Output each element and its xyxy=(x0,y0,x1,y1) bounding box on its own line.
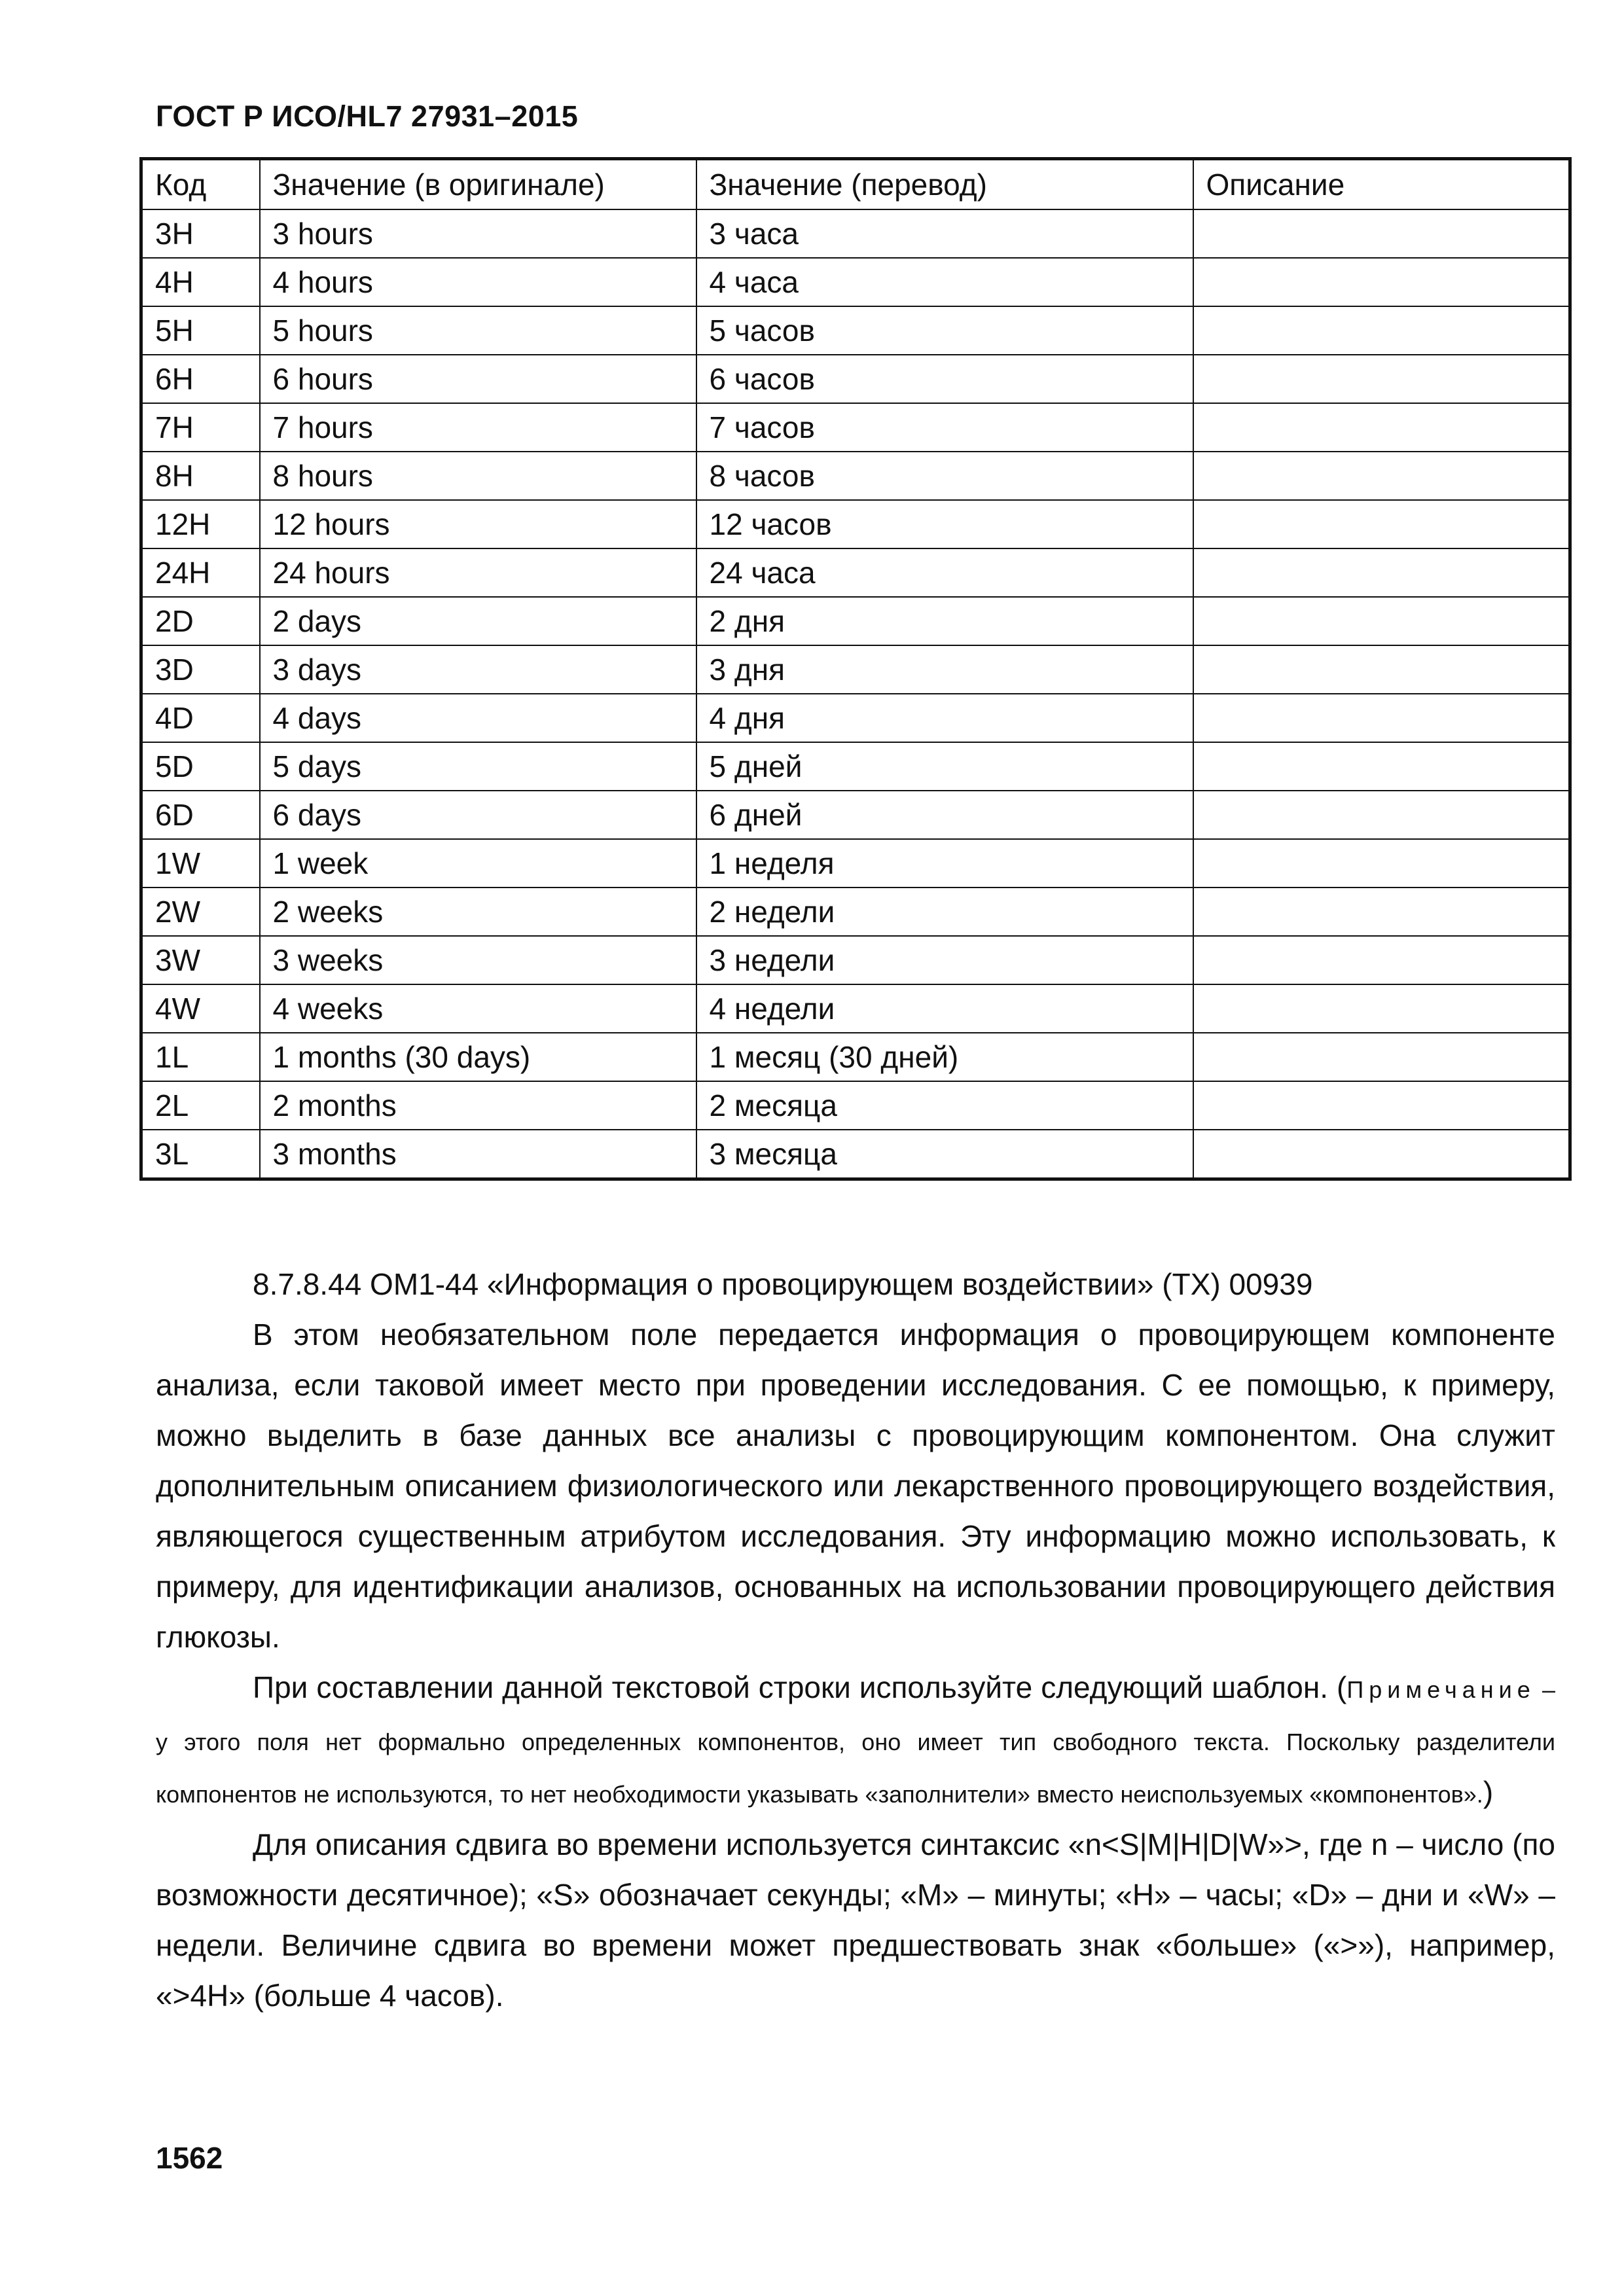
cell-translation: 1 месяц (30 дней) xyxy=(696,1033,1193,1081)
cell-code: 7H xyxy=(141,403,260,452)
table-row xyxy=(141,694,1570,742)
cell-code: 2D xyxy=(141,597,260,645)
page-number: 1562 xyxy=(156,2141,223,2175)
cell-description xyxy=(1193,791,1570,839)
cell-translation: 3 месяца xyxy=(696,1130,1193,1179)
cell-original: 6 days xyxy=(260,791,696,839)
paragraph-template xyxy=(156,1662,1555,1820)
cell-translation: 3 недели xyxy=(696,936,1193,984)
cell-code: 3L xyxy=(141,1130,260,1179)
table-row xyxy=(141,452,1570,500)
cell-code: 2L xyxy=(141,1081,260,1130)
cell-code: 6D xyxy=(141,791,260,839)
table-body xyxy=(141,209,1570,1179)
body-text xyxy=(156,1259,1555,2021)
cell-original: 4 hours xyxy=(260,258,696,306)
cell-description xyxy=(1193,452,1570,500)
cell-translation: 5 дней xyxy=(696,742,1193,791)
table-header-row xyxy=(141,159,1570,210)
cell-translation: 4 дня xyxy=(696,694,1193,742)
note-text: – у этого поля нет формально определенных компонентов, оно имеет тип свободного текста. Поскольку разделители компонентов не используются, то нет необходимости указывать «заполнители» вместо неиспользуемых «компонентов». xyxy=(156,1676,1555,1808)
table-row xyxy=(141,1130,1570,1179)
cell-original: 6 hours xyxy=(260,355,696,403)
note-close: ) xyxy=(1483,1775,1494,1809)
table-row xyxy=(141,548,1570,597)
cell-description xyxy=(1193,597,1570,645)
cell-description xyxy=(1193,403,1570,452)
document-header: ГОСТ Р ИСО/HL7 27931–2015 xyxy=(156,99,579,133)
cell-original: 3 weeks xyxy=(260,936,696,984)
cell-original: 5 hours xyxy=(260,306,696,355)
table-row xyxy=(141,888,1570,936)
cell-original: 8 hours xyxy=(260,452,696,500)
cell-code: 3W xyxy=(141,936,260,984)
cell-original: 4 weeks xyxy=(260,984,696,1033)
cell-translation: 2 месяца xyxy=(696,1081,1193,1130)
cell-description xyxy=(1193,742,1570,791)
cell-code: 4D xyxy=(141,694,260,742)
cell-code: 24H xyxy=(141,548,260,597)
table-row xyxy=(141,597,1570,645)
cell-description xyxy=(1193,645,1570,694)
cell-code: 2W xyxy=(141,888,260,936)
table-row xyxy=(141,984,1570,1033)
table-row xyxy=(141,209,1570,258)
cell-code: 4H xyxy=(141,258,260,306)
cell-translation: 1 неделя xyxy=(696,839,1193,888)
cell-translation: 3 дня xyxy=(696,645,1193,694)
table-row xyxy=(141,403,1570,452)
cell-description xyxy=(1193,694,1570,742)
cell-original: 2 months xyxy=(260,1081,696,1130)
cell-code: 4W xyxy=(141,984,260,1033)
cell-description xyxy=(1193,936,1570,984)
cell-translation: 12 часов xyxy=(696,500,1193,548)
cell-translation: 24 часа xyxy=(696,548,1193,597)
cell-description xyxy=(1193,839,1570,888)
table-row xyxy=(141,1033,1570,1081)
cell-code: 5D xyxy=(141,742,260,791)
cell-original: 7 hours xyxy=(260,403,696,452)
cell-description xyxy=(1193,1081,1570,1130)
cell-original: 3 hours xyxy=(260,209,696,258)
cell-original: 1 week xyxy=(260,839,696,888)
cell-description xyxy=(1193,258,1570,306)
cell-original: 2 days xyxy=(260,597,696,645)
column-header-translation: Значение (перевод) xyxy=(696,159,1193,210)
cell-code: 1W xyxy=(141,839,260,888)
table-row xyxy=(141,791,1570,839)
cell-code: 8H xyxy=(141,452,260,500)
cell-original: 24 hours xyxy=(260,548,696,597)
cell-original: 5 days xyxy=(260,742,696,791)
cell-translation: 6 дней xyxy=(696,791,1193,839)
section-heading: 8.7.8.44 OM1-44 «Информация о провоцирующем воздействии» (TX) 00939 xyxy=(253,1267,1313,1301)
cell-original: 4 days xyxy=(260,694,696,742)
cell-translation: 4 недели xyxy=(696,984,1193,1033)
table-row xyxy=(141,500,1570,548)
column-header-code: Код xyxy=(141,159,260,210)
cell-translation: 8 часов xyxy=(696,452,1193,500)
paragraph-description: В этом необязательном поле передается информация о провоцирующем компоненте анализа, если таковой имеет место при проведении исследования. С ее помощью, к примеру, можно выделить в базе данных все анализы с провоцирующим компонентом. Она служит дополнительным описанием физиологического или лекарственного провоцирующего воздействия, являющегося существенным атрибутом исследования. Эту информацию можно использовать, к примеру, для идентификации анализов, основанных на использовании провоцирующего действия глюкозы. xyxy=(156,1318,1555,1654)
table-row xyxy=(141,936,1570,984)
cell-translation: 3 часа xyxy=(696,209,1193,258)
cell-description xyxy=(1193,984,1570,1033)
code-table xyxy=(139,157,1572,1181)
cell-description xyxy=(1193,355,1570,403)
table-row xyxy=(141,306,1570,355)
cell-code: 6H xyxy=(141,355,260,403)
table-row xyxy=(141,1081,1570,1130)
cell-original: 3 days xyxy=(260,645,696,694)
table-row xyxy=(141,355,1570,403)
cell-original: 1 months (30 days) xyxy=(260,1033,696,1081)
template-sentence: При составлении данной текстовой строки используйте следующий шаблон. ( xyxy=(253,1670,1347,1704)
cell-code: 3D xyxy=(141,645,260,694)
cell-translation: 5 часов xyxy=(696,306,1193,355)
note-label: Примечание xyxy=(1346,1676,1536,1703)
cell-code: 3H xyxy=(141,209,260,258)
cell-code: 5H xyxy=(141,306,260,355)
cell-original: 2 weeks xyxy=(260,888,696,936)
cell-description xyxy=(1193,306,1570,355)
cell-translation: 2 дня xyxy=(696,597,1193,645)
paragraph-time-shift: Для описания сдвига во времени используется синтаксис «n<S|M|H|D|W»>, где n – число (по возможности десятичное); «S» обозначает секунды; «M» – минуты; «H» – часы; «D» – дни и «W» – недели. Величине сдвига во времени может предшествовать знак «больше» («>»), например, «>4H» (больше 4 часов). xyxy=(156,1827,1555,2013)
cell-description xyxy=(1193,1130,1570,1179)
column-header-original: Значение (в оригинале) xyxy=(260,159,696,210)
cell-description xyxy=(1193,209,1570,258)
cell-description xyxy=(1193,548,1570,597)
cell-code: 1L xyxy=(141,1033,260,1081)
cell-translation: 7 часов xyxy=(696,403,1193,452)
cell-translation: 4 часа xyxy=(696,258,1193,306)
table-row xyxy=(141,742,1570,791)
cell-translation: 6 часов xyxy=(696,355,1193,403)
column-header-description: Описание xyxy=(1193,159,1570,210)
cell-code: 12H xyxy=(141,500,260,548)
cell-description xyxy=(1193,888,1570,936)
table-row xyxy=(141,645,1570,694)
cell-description xyxy=(1193,1033,1570,1081)
cell-description xyxy=(1193,500,1570,548)
table-row xyxy=(141,839,1570,888)
cell-original: 3 months xyxy=(260,1130,696,1179)
cell-original: 12 hours xyxy=(260,500,696,548)
cell-translation: 2 недели xyxy=(696,888,1193,936)
table-row xyxy=(141,258,1570,306)
